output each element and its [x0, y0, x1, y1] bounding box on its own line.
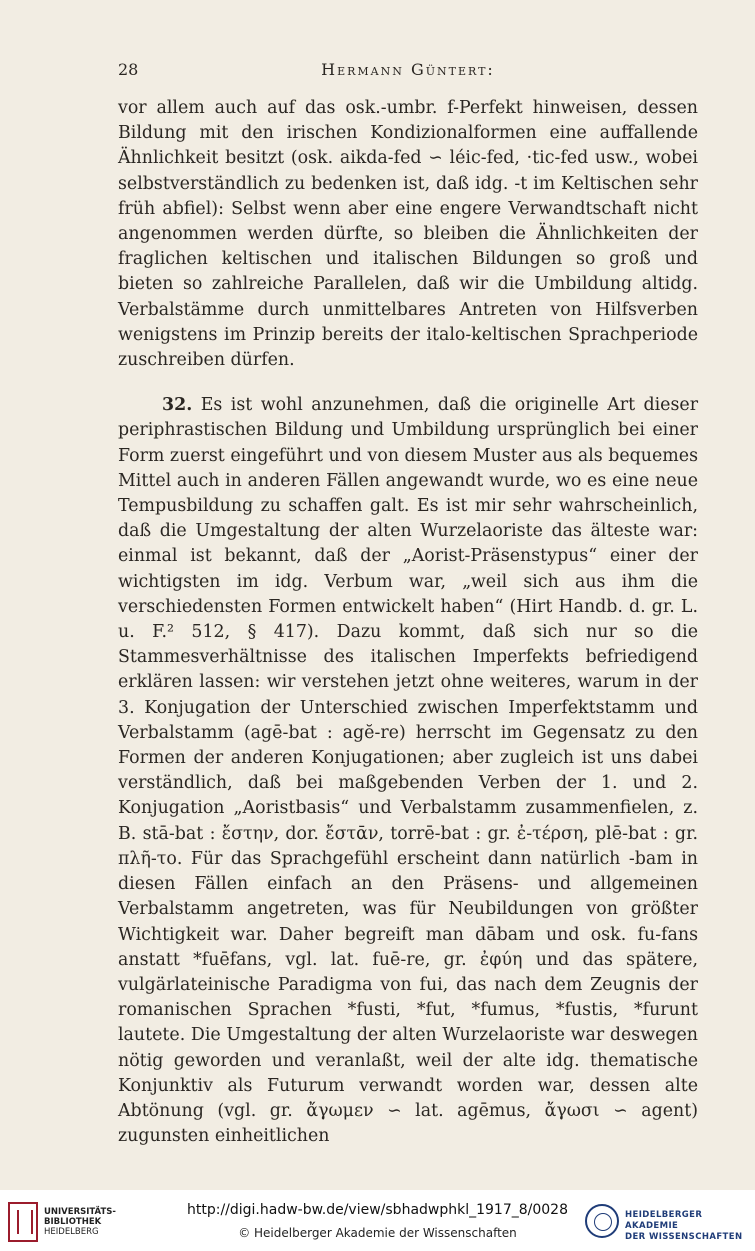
footer-bar	[0, 1190, 755, 1251]
paragraph-2-text: Es ist wohl anzunehmen, daß die originelle Art dieser periphrastischen Bildung und Umbildung ursprünglich bei einer Form zuerst eingeführt und von diesem Muster aus als bequemes Mittel auch in anderen Fällen angewandt wurde, wo es eine neue Tempusbildung zu schaffen galt. Es ist mir sehr wahrscheinlich, daß die Umgestaltung der alten Wurzelaoriste das älteste war: einmal ist bekannt, daß der „Aorist-Präsenstypus“ einer der wichtigsten im idg. Verbum war, „weil sich aus ihm die verschiedensten Formen entwickelt haben“ (Hirt Handb. d. gr. L. u. F.² 512, § 417). Dazu kommt, daß sich nur so die Stammesverhältnisse des italischen Imperfekts befriedigend erklären lassen: wir verstehen jetzt ohne weiteres, warum in der 3. Konjugation der Unterschied zwischen Imperfektstamm und Verbalstamm (agē-bat : agĕ-re) herrscht im Gegensatz zu den Formen der anderen Konjugationen; aber zugleich ist uns dabei verständlich, daß bei maßgebenden Verben der 1. und 2. Konjugation „Aoristbasis“ und Verbalstamm zusammenfielen, z. B. stā-bat : ἔστην, dor. ἔστᾱν, torrē-bat : gr. ἐ-τέρση, plē-bat : gr. πλῆ-το. Für das Sprachgefühl erscheint dann natürlich -bam in diesen Fällen einfach an den Präsens- und allgemeinen Verbalstamm angetreten, was für Neubildungen von größter Wichtigkeit war. Daher begreift man dābam und osk. fu-fans anstatt *fuēfans, vgl. lat. fuē-re, gr. ἐφύη und das spätere, vulgärlateinische Paradigma von fui, das nach dem Zeugnis der romanischen Sprachen *fusti, *fut, *fumus, *fustis, *furunt lautete. Die Umgestaltung der alten Wurzelaoriste war deswegen nötig geworden und veranlaßt, weil der alte idg. thematische Konjunktiv als Futurum verwandt worden war, dessen alte Abtönung (vgl. gr. ἄγωμεν ∽ lat. agēmus, ἄγωσι ∽ agent) zugunsten einheitlichen	[118, 395, 699, 1147]
library-logo-line-1: UNIVERSITÄTS-	[44, 1207, 116, 1217]
library-logo-line-2: BIBLIOTHEK	[44, 1217, 102, 1227]
paragraph-2	[118, 393, 698, 1149]
library-logo-line-3: HEIDELBERG	[44, 1227, 99, 1237]
permalink-url[interactable]: http://digi.hadw-bw.de/view/sbhadwphkl_1917_8/0028	[186, 1202, 568, 1218]
paragraph-1: vor allem auch auf das osk.-umbr. f-Perfekt hinweisen, dessen Bildung mit den irischen Kondizionalformen eine auffallende Ähnlichkeit besitzt (osk. aikda-fed ∽ léic-fed, ·tic-fed usw., wobei selbstverständlich zu bedenken ist, daß idg. -t im Keltischen sehr früh abfiel): Selbst wenn aber eine engere Verwandtschaft nicht angenommen werden dürfte, so bleiben die Ähnlichkeiten der fraglichen keltischen und italischen Bildungen so groß und bieten so zahlreiche Parallelen, daß wir die Umbildung altidg. Verbalstämme durch unmittelbares Antreten von Hilfsverben wenigstens im Prinzip bereits der italo-keltischen Sprachperiode zuschreiben dürfen.	[118, 98, 698, 371]
body-text	[118, 96, 698, 1149]
library-logo-icon	[8, 1202, 38, 1242]
academy-logo-line-1: HEIDELBERGER AKADEMIE	[625, 1210, 703, 1231]
page-number: 28	[118, 60, 139, 79]
copyright-notice: © Heidelberger Akademie der Wissenschaften	[238, 1226, 517, 1240]
university-library-logo[interactable]	[8, 1202, 138, 1242]
page-header	[118, 60, 698, 88]
academy-seal-icon	[585, 1204, 619, 1238]
academy-logo[interactable]	[585, 1204, 750, 1240]
academy-logo-line-2: DER WISSENSCHAFTEN	[625, 1232, 743, 1242]
running-head: Hermann Güntert:	[321, 60, 495, 79]
section-number: 32.	[162, 395, 193, 416]
